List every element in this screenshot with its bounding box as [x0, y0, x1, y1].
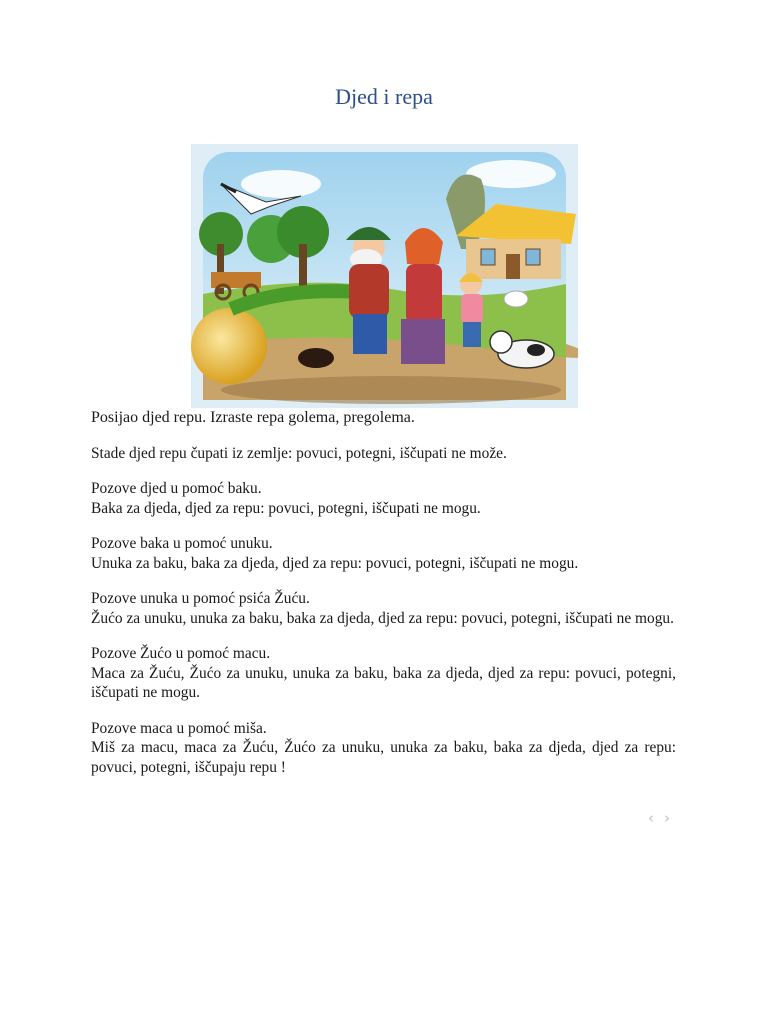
- page-title: Djed i repa: [335, 84, 433, 109]
- story-illustration: [191, 144, 578, 408]
- story-paragraph: [91, 644, 676, 703]
- story-line: Pozove Žućo u pomoć macu.: [91, 645, 271, 662]
- story-line: Miš za macu, maca za Žuću, Žućo za unuku, unuka za baku, baka za djeda, djed za repu: povuci, potegni, iščupaju repu !: [91, 739, 676, 776]
- story-line: Pozove djed u pomoć baku.: [91, 480, 262, 497]
- story-line: Pozove baka u pomoć unuku.: [91, 535, 273, 552]
- story-line: Žućo za unuku, unuka za baku, baka za djeda, djed za repu: povuci, potegni, iščupati ne mogu.: [91, 609, 674, 627]
- story-paragraph: [91, 479, 676, 518]
- story-line: Pozove unuka u pomoć psića Žuću.: [91, 590, 310, 607]
- story-paragraph: [91, 408, 676, 428]
- story-line: Maca za Žuću, Žućo za unuku, unuka za baku, baka za djeda, djed za repu: povuci, potegni, iščupati ne mogu.: [91, 664, 676, 701]
- chevron-right-icon[interactable]: ›: [664, 809, 670, 827]
- chevron-left-icon[interactable]: ‹: [648, 809, 654, 827]
- story-paragraph: [91, 534, 676, 573]
- page-navigation: [645, 808, 677, 828]
- story-paragraph: [91, 589, 676, 628]
- story-line: Pozove maca u pomoć miša.: [91, 719, 267, 737]
- story-text: [91, 408, 676, 793]
- story-line: Unuka za baku, baka za djeda, djed za repu: povuci, potegni, iščupati ne mogu.: [91, 554, 579, 572]
- story-paragraph: [91, 719, 676, 778]
- story-line: Posijao djed repu. Izraste repa golema, pregolema.: [91, 409, 415, 426]
- story-line: Baka za djeda, djed za repu: povuci, potegni, iščupati ne mogu.: [91, 499, 481, 517]
- story-line: Stade djed repu čupati iz zemlje: povuci, potegni, iščupati ne može.: [91, 444, 507, 462]
- story-paragraph: [91, 444, 676, 464]
